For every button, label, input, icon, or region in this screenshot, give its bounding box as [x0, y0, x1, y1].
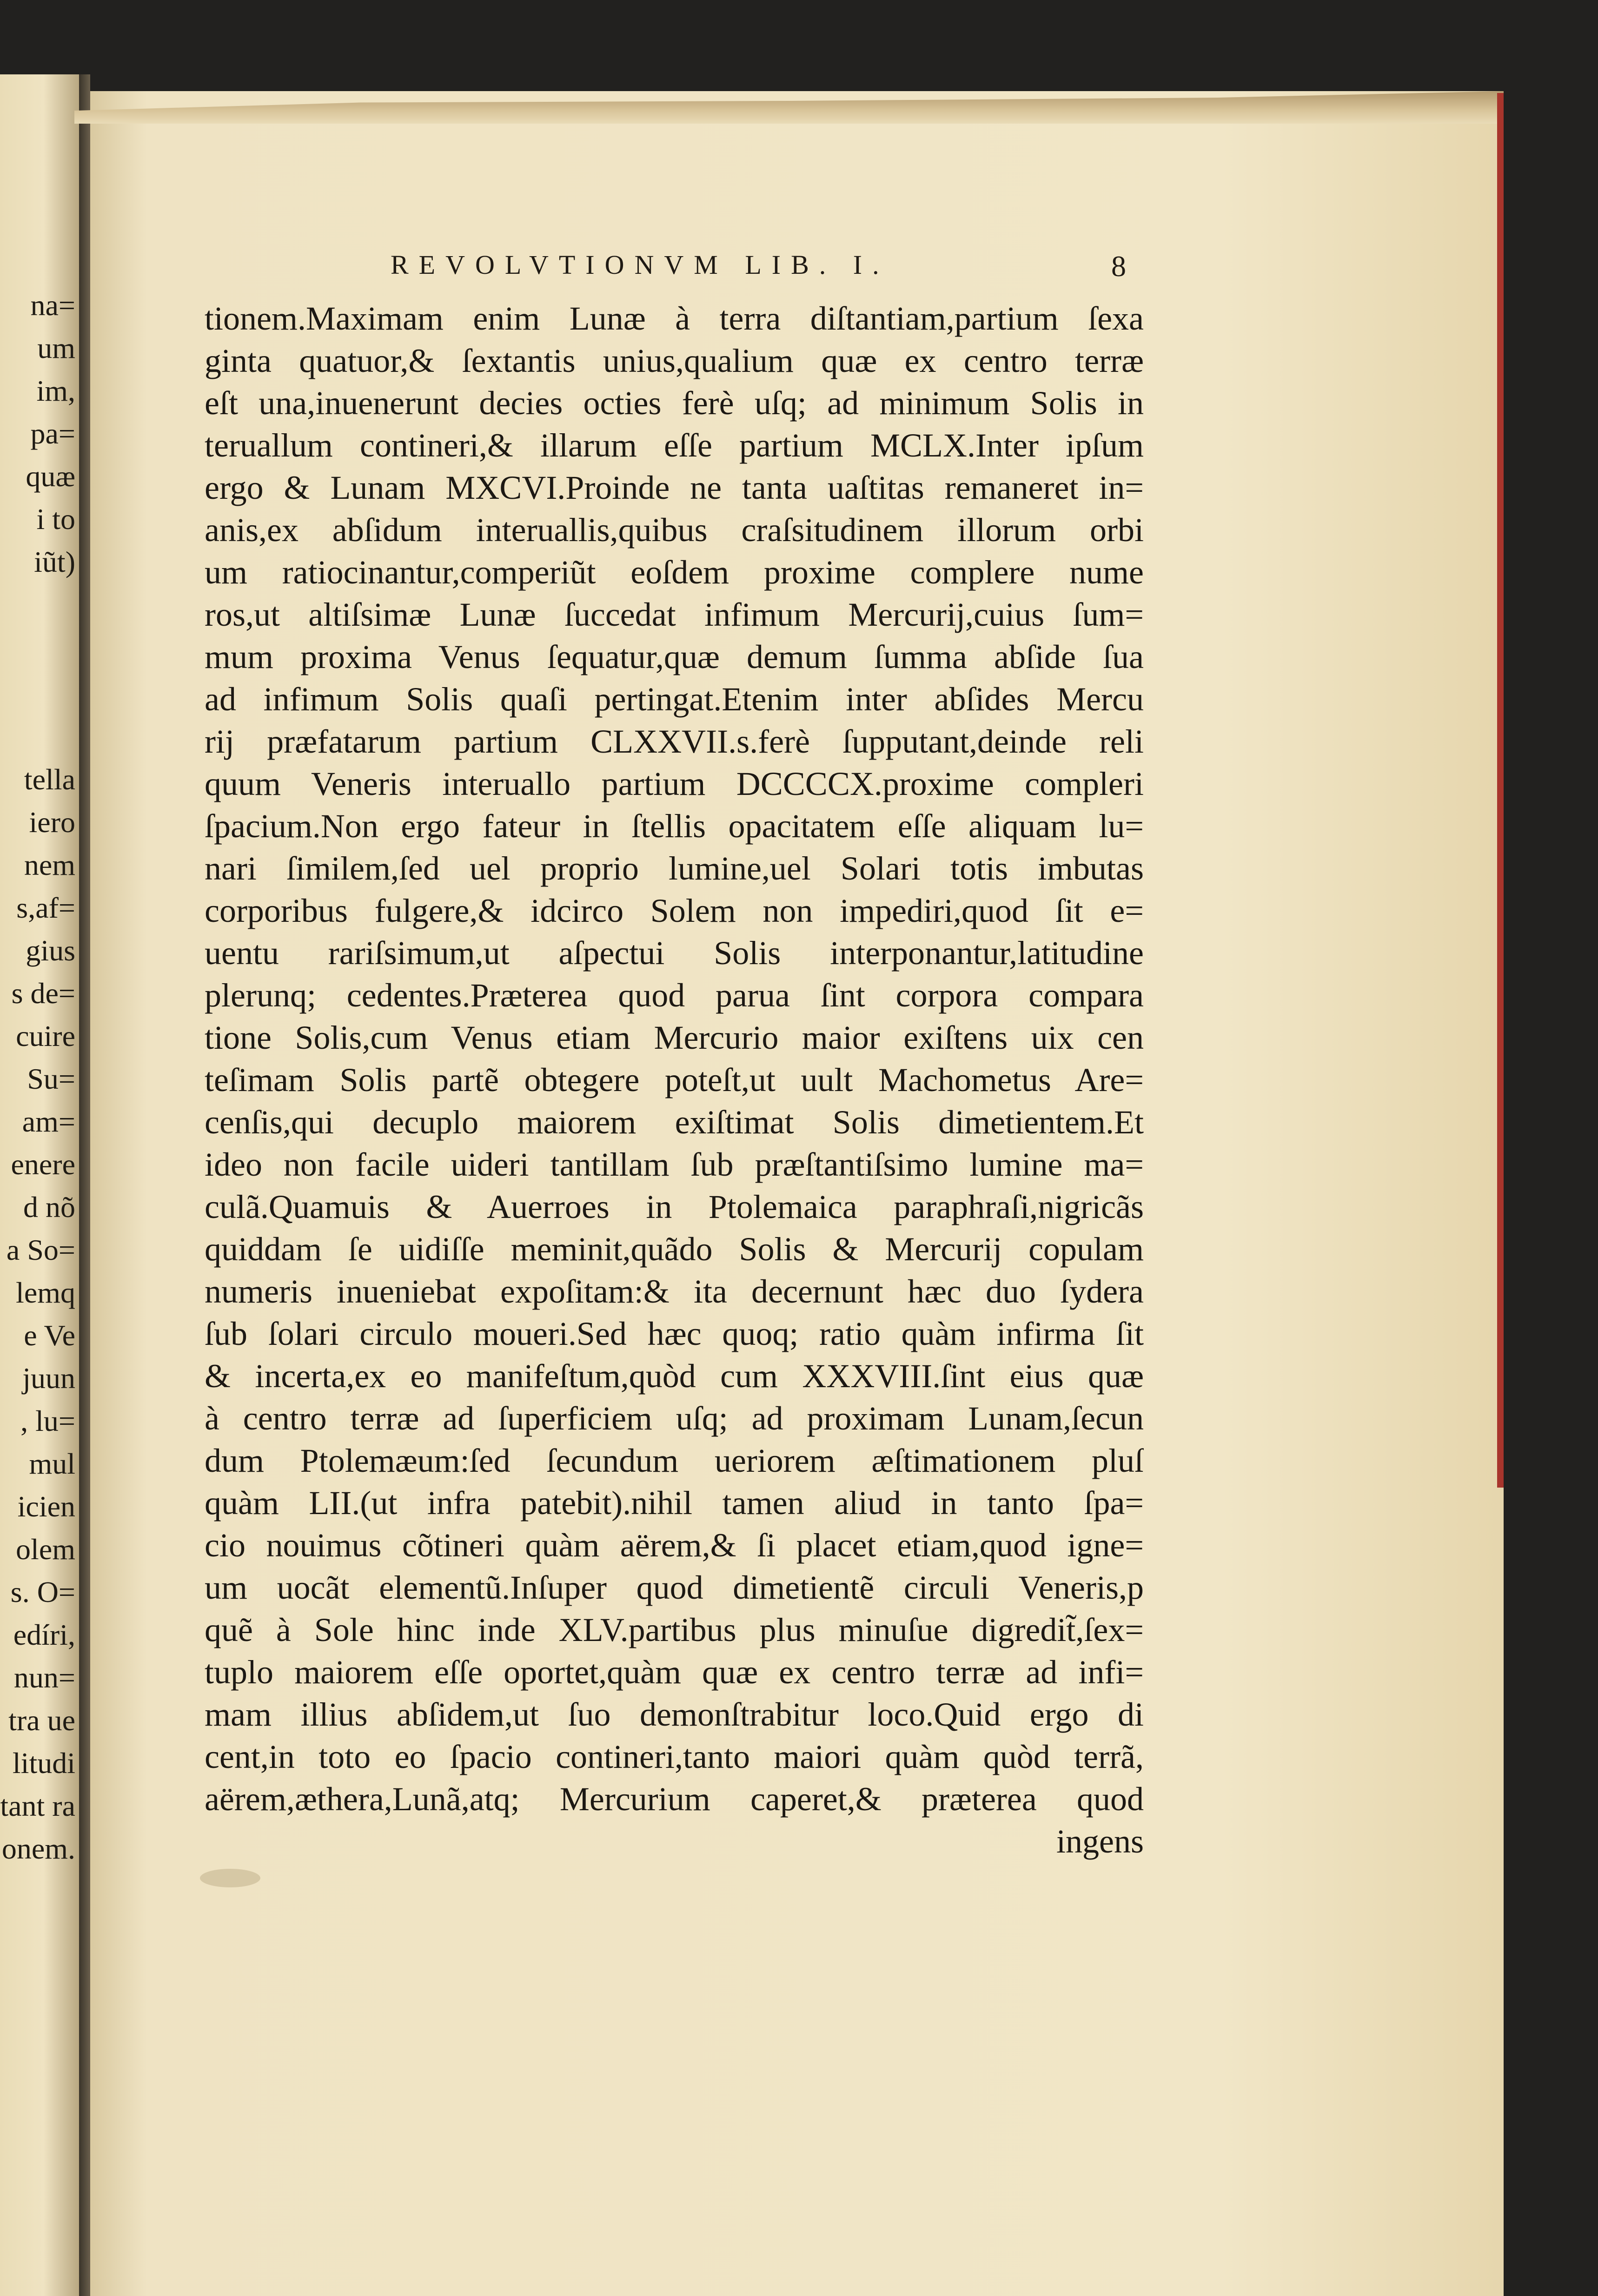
text-line: eſt una,inuenerunt decies octies ferè uſq; ad minimum Solis in: [205, 384, 1144, 422]
left-page-fragment: enere: [11, 1148, 75, 1181]
catchword: ingens: [1056, 1823, 1144, 1860]
text-line: rij præfatarum partium CLXXVII.s.ferè ſupputant,deinde reli: [205, 723, 1144, 760]
text-line: quàm LII.(ut infra patebit).nihil tamen aliud in tanto ſpa=: [205, 1484, 1144, 1522]
left-page-fragment: iũt): [34, 545, 75, 578]
left-page-fragment: cuire: [16, 1019, 75, 1052]
text-line: numeris inueniebat expoſitam:& ita decernunt hæc duo ſydera: [205, 1273, 1144, 1310]
left-page-fragment: tella: [24, 763, 75, 796]
left-page-fragment: Su=: [27, 1062, 75, 1095]
left-page-fragment: mul: [29, 1447, 75, 1480]
text-line: ideo non facile uideri tantillam ſub præſtantiſsimo lumine ma=: [205, 1146, 1144, 1183]
text-line: nari ſimilem,ſed uel proprio lumine,uel Solari totis imbutas: [205, 850, 1144, 887]
left-page-fragment: a So=: [6, 1233, 75, 1266]
left-page-fragment: nun=: [13, 1661, 75, 1694]
text-line: cio nouimus cõtineri quàm aërem,& ſi placet etiam,quod igne=: [205, 1527, 1144, 1564]
text-line: quiddam ſe uidiſſe meminit,quãdo Solis & Mercurij copulam: [205, 1231, 1144, 1268]
text-line: ginta quatuor,& ſextantis unius,qualium quæ ex centro terræ: [205, 342, 1144, 379]
left-page-fragment: am=: [22, 1105, 75, 1138]
book-gutter: [79, 74, 90, 2296]
text-line: aërem,æthera,Lunã,atq; Mercurium caperet,& præterea quod: [205, 1780, 1144, 1818]
left-page-fragment: um: [37, 331, 75, 364]
text-line: tuplo maiorem eſſe oportet,quàm quæ ex centro terræ ad infi=: [205, 1654, 1144, 1691]
left-page-fragment: olem: [16, 1533, 75, 1566]
left-page-fragment: quæ: [26, 460, 75, 493]
left-page-fragment: nem: [24, 848, 75, 881]
left-page-fragment: lemq: [16, 1276, 75, 1309]
text-line: corporibus fulgere,& idcirco Solem non impediri,quod ſit e=: [205, 892, 1144, 929]
text-line: quẽ à Sole hinc inde XLV.partibus plus minuſue digredit̃,ſex=: [205, 1611, 1144, 1648]
left-page-fragment: im,: [36, 374, 75, 407]
text-line: tione Solis,cum Venus etiam Mercurio maior exiſtens uix cen: [205, 1019, 1144, 1056]
left-page-fragment: litudi: [12, 1747, 75, 1780]
text-line: quum Veneris interuallo partium DCCCCX.proxime compleri: [205, 765, 1144, 802]
left-page-fragment: gius: [26, 934, 75, 967]
paper-stain: [200, 1869, 260, 1887]
text-line: cenſis,qui decuplo maiorem exiſtimat Solis dimetientem.Et: [205, 1104, 1144, 1141]
left-page-fragment: s,af=: [16, 891, 75, 924]
folio-number: 8: [1111, 250, 1126, 283]
text-line: teruallum contineri,& illarum eſſe partium MCLX.Inter ipſum: [205, 427, 1144, 464]
text-line: & incerta,ex eo manifeſtum,quòd cum XXXVIII.ſint eius quæ: [205, 1357, 1144, 1395]
left-page: [0, 74, 79, 2296]
text-line: um ratiocinantur,comperiũt eoſdem proxime complere nume: [205, 554, 1144, 591]
text-line: tionem.Maximam enim Lunæ à terra diſtantiam,partium ſexa: [205, 300, 1144, 337]
text-line: ergo & Lunam MXCVI.Proinde ne tanta uaſtitas remaneret in=: [205, 469, 1144, 506]
left-page-fragment: iero: [29, 806, 75, 839]
text-line: ad infimum Solis quaſi pertingat.Etenim inter abſides Mercu: [205, 681, 1144, 718]
text-line: um uocãt elementũ.Inſuper quod dimetientẽ circuli Veneris,p: [205, 1569, 1144, 1606]
left-page-fragment: s. O=: [10, 1575, 75, 1608]
left-page-fragment: tant ra: [0, 1789, 75, 1822]
left-page-fragment: i to: [36, 503, 75, 536]
left-page-fragment: s de=: [11, 977, 75, 1010]
left-page-fragment: d nõ: [23, 1191, 75, 1224]
text-line: dum Ptolemæum:ſed ſecundum ueriorem æſtimationem pluſ: [205, 1442, 1144, 1479]
left-page-fragment: icien: [17, 1490, 75, 1523]
text-line: culã.Quamuis & Auerroes in Ptolemaica paraphraſi,nigricãs: [205, 1188, 1144, 1225]
left-page-fragment: tra ue: [8, 1704, 75, 1737]
red-page-edge: [1497, 93, 1504, 1488]
text-line: mam illius abſidem,ut ſuo demonſtrabitur loco.Quid ergo di: [205, 1696, 1144, 1733]
text-line: ros,ut altiſsimæ Lunæ ſuccedat infimum Mercurij,cuius ſum=: [205, 596, 1144, 633]
left-page-fragment: na=: [30, 289, 75, 322]
text-line: teſimam Solis partẽ obtegere poteſt,ut uult Machometus Are=: [205, 1061, 1144, 1098]
left-page-fragment: juun: [22, 1362, 75, 1395]
text-line: cent,in toto eo ſpacio contineri,tanto maiori quàm quòd terrã,: [205, 1738, 1144, 1775]
main-text-block: [205, 298, 1144, 1863]
text-line: uentu rariſsimum,ut aſpectui Solis interponantur,latitudine: [205, 934, 1144, 972]
left-page-fragment: pa=: [30, 417, 75, 450]
text-line: mum proxima Venus ſequatur,quæ demum ſumma abſide ſua: [205, 638, 1144, 675]
left-page-fragment: edíri,: [13, 1618, 75, 1651]
text-line: ſpacium.Non ergo fateur in ſtellis opacitatem eſſe aliquam lu=: [205, 807, 1144, 845]
text-line: ſub ſolari circulo moueri.Sed hæc quoq; ratio quàm infirma ſit: [205, 1315, 1144, 1352]
running-head: REVOLVTIONVM LIB. I.: [391, 250, 889, 280]
left-page-fragment: onem.: [1, 1832, 75, 1865]
left-page-fragment: e Ve: [24, 1319, 75, 1352]
text-line: plerunq; cedentes.Præterea quod parua ſint corpora compara: [205, 977, 1144, 1014]
left-page-fragment: , lu=: [20, 1404, 75, 1437]
text-line: à centro terræ ad ſuperficiem uſq; ad proximam Lunam,ſecun: [205, 1400, 1144, 1437]
text-line: anis,ex abſidum interuallis,quibus craſsitudinem illorum orbi: [205, 511, 1144, 549]
